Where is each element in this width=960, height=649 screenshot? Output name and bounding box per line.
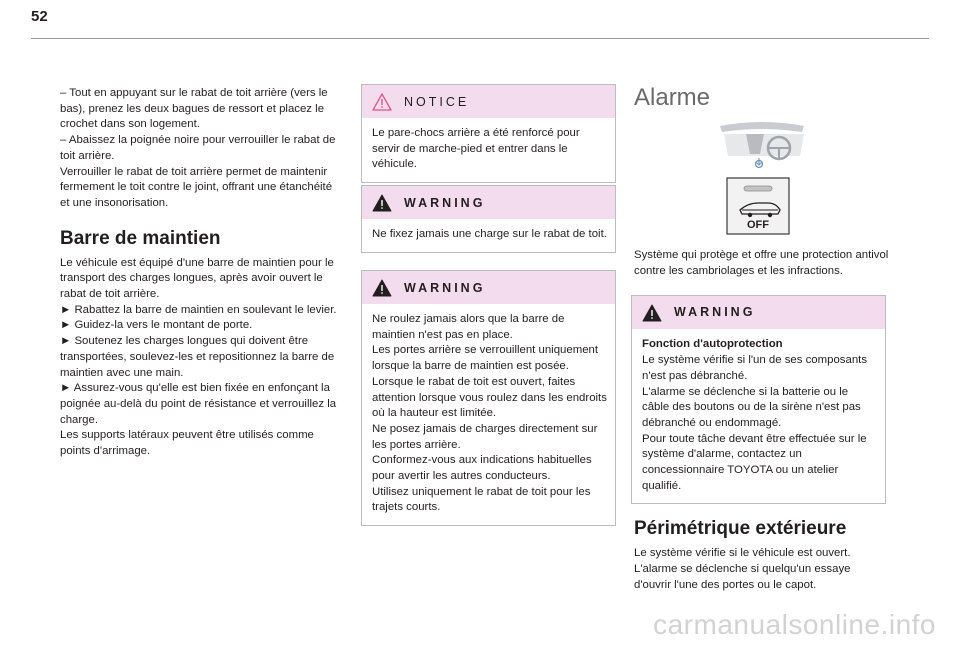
intro-line: – Abaissez la poignée noire pour verrouiller le rabat de toit arrière. [60,134,336,162]
notice-text: Le pare-chocs arrière a été renforcé pour servir de marche-pied et entrer dans le véhicule. [372,127,580,171]
warning-text: Ne fixez jamais une charge sur le rabat de toit. [372,228,607,240]
alarme-description: Système qui protège et offre une protection antivol contre les cambriolages et les infractions. [634,249,889,277]
column-right [634,84,890,594]
intro-line: Verrouiller le rabat de toit arrière permet de maintenir fermement le toit contre le joint, offrant une étanchéité et une insonorisation. [60,165,333,209]
warning-line: Conformez-vous aux indications habituelles pour avertir les autres conducteurs. [372,454,592,483]
warning-triangle-icon [642,304,662,322]
notice-box [361,84,616,183]
dashboard-illustration [634,120,890,172]
warning-line: Ne posez jamais de charges directement sur les portes arrière. [372,422,598,451]
column-left [60,86,342,460]
warning-line: Lorsque le rabat de toit est ouvert, faites attention lorsque vous roulez dans les endroits où la hauteur est limitée. [372,375,607,420]
warning-body [632,329,885,503]
warning-box-2 [361,270,616,526]
intro-line: – Tout en appuyant sur le rabat de toit arrière (vers le bas), prenez les deux bagues de ressort et placez le crochet dans son logement. [60,87,328,131]
warning-line: Les portes arrière se verrouillent uniquement lorsque la barre de maintien est posée. [372,344,599,373]
perimetrique-body: Le système vérifie si le véhicule est ouvert. L'alarme se déclenche si quelqu'un essaye d'ouvrir l'une des portes ou le capot. [634,547,851,591]
notice-header [362,85,615,118]
warning-header [362,271,615,304]
body-line: Les supports latéraux peuvent être utilisés comme points d'arrimage. [60,429,314,458]
alarme-title: Alarme [634,84,711,111]
warning-line: Utilisez uniquement le rabat de toit pour les trajets courts. [372,485,591,514]
page-number: 52 [31,8,48,25]
warning-triangle-icon [372,194,392,212]
warning-line: L'alarme se déclenche si la batterie ou le câble des boutons ou de la sirène n'est pas débranché ou endommagé. [642,385,861,429]
warning-header [362,186,615,219]
alarm-off-button-illustration [634,174,890,238]
warning-box-1 [361,185,616,253]
notice-body [362,118,615,182]
warning-body [362,304,615,525]
warning-line: Le système vérifie si l'un de ses composants n'est pas débranché. [642,354,868,382]
off-label: OFF [747,219,769,231]
header-divider [31,38,929,39]
warning-line: Pour toute tâche devant être effectuée sur le système d'alarme, contactez un concessionnaire TOYOTA ou un atelier qualifié. [642,432,867,492]
body-line: ► Guidez-la vers le montant de porte. [60,319,253,332]
warning-box-autoprotection [631,295,886,504]
body-line: Le véhicule est équipé d'une barre de maintien pour le transport des charges longues, après avoir ouvert le rabat de toit arrière. [60,256,334,301]
notice-title: NOTICE [404,94,470,109]
warning-triangle-icon [372,279,392,297]
watermark: carmanualsonline.info [653,609,936,640]
section-heading-perimetrique: Périmétrique extérieure [634,518,847,540]
body-line: ► Soutenez les charges longues qui doivent être transportées, soulevez-les et repositionnez la barre de maintien avec une main. [60,335,335,379]
warning-title: WARNING [674,305,756,320]
warning-header [632,296,885,329]
notice-triangle-icon [372,93,392,111]
warning-line: Ne roulez jamais alors que la barre de maintien n'est pas en place. [372,313,565,341]
warning-body [362,219,615,252]
warning-subtitle: Fonction d'autoprotection [642,338,783,351]
body-line: ► Assurez-vous qu'elle est bien fixée en enfonçant la poignée au-delà du point de résistance et verrouillez la charge. [60,382,337,426]
body-line: ► Rabattez la barre de maintien en soulevant le levier. [60,303,337,316]
warning-title: WARNING [404,280,486,295]
warning-title: WARNING [404,195,486,210]
section-heading-barre: Barre de maintien [60,227,221,249]
